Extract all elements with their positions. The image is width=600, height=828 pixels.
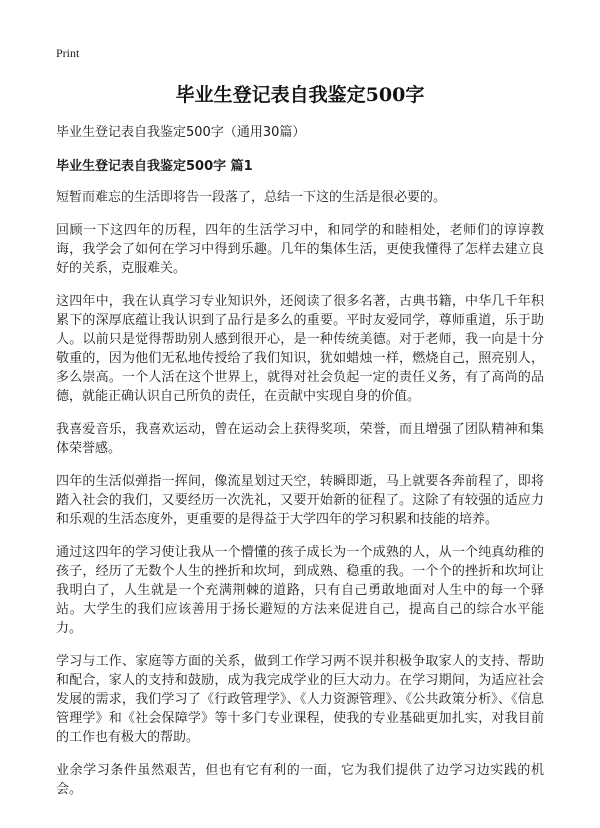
paragraph: 我喜爱音乐，我喜欢运动，曾在运动会上获得奖项，荣誉，而且增强了团队精神和集体荣誉感。 (56, 422, 544, 456)
print-link[interactable]: Print (56, 46, 80, 60)
paragraph: 这四年中，我在认真学习专业知识外，还阅读了很多名著，古典书籍，中华几千年积累下的深厚底蕴让我认识到了品行是多么的重要。平时友爱同学，尊师重道，乐于助人。以前只是觉得帮助别人感到很开心，是一种传统美德。对于老师，我一向是十分敬重的，因为他们无私地传授给了我们知识，犹如蜡烛一样，燃烧自己，照亮别人，多么崇高。一个人活在这个世界上，就得对社会负起一定的责任义务，有了高尚的品德，就能正确认识自己所负的责任，在贡献中实现自身的价值。 (56, 294, 544, 404)
document-subtitle: 毕业生登记表自我鉴定500字（通用30篇） (56, 125, 306, 140)
paragraph: 四年的生活似弹指一挥间，像流星划过天空，转瞬即逝，马上就要各奔前程了，即将踏入社会的我们，又要经历一次洗礼，又要开始新的征程了。这除了有较强的适应力和乐观的生活态度外，更重要的是得益于大学四年的学习积累和技能的培养。 (56, 474, 544, 527)
paragraph: 回顾一下这四年的历程，四年的生活学习中，和同学的和睦相处，老师们的谆谆教诲，我学会了如何在学习中得到乐趣。几年的集体生活，更使我懂得了怎样去建立良好的关系，克服难关。 (56, 223, 544, 276)
article-body (56, 188, 544, 799)
section-heading: 毕业生登记表自我鉴定500字 篇1 (56, 159, 253, 174)
page-title: 毕业生登记表自我鉴定500字 (175, 84, 425, 106)
paragraph: 学习与工作、家庭等方面的关系，做到工作学习两不误并积极争取家人的支持、帮助和配合，家人的支持和鼓励，成为我完成学业的巨大动力。在学习期间，为适应社会发展的需求，我们学习了《行政管理学》、《人力资源管理》、《公共政策分析》、《信息管理学》和《社会保障学》等十多门专业课程，使我的专业基础更加扎实，对我目前的工作也有极大的帮助。 (56, 654, 544, 745)
paragraph: 业余学习条件虽然艰苦，但也有它有利的一面，它为我们提供了边学习边实践的机会。 (56, 763, 544, 797)
paragraph: 短暂而难忘的生活即将告一段落了，总结一下这的生活是很必要的。 (56, 190, 447, 205)
paragraph: 通过这四年的学习使让我从一个懵懂的孩子成长为一个成熟的人，从一个纯真幼稚的孩子，经历了无数个人生的挫折和坎坷，到成熟、稳重的我。一个个的挫折和坎坷让我明白了，人生就是一个充满荆棘的道路，只有自己勇敢地面对人生中的每一个驿站。大学生的我们应该善用于扬长避短的方法来促进自己，提高自己的综合水平能力。 (56, 545, 544, 636)
